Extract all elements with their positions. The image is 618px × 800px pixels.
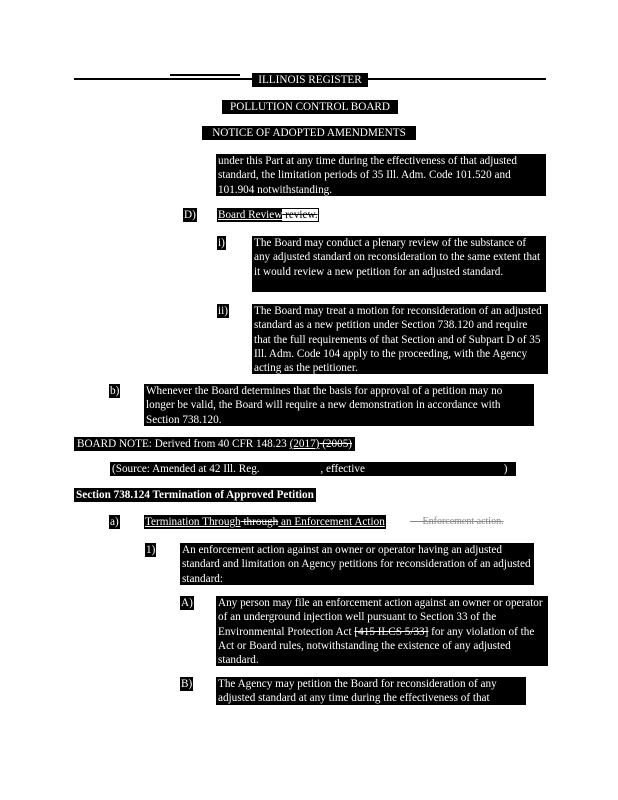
item-cap-a-label: A) xyxy=(181,597,193,609)
board-note-struck: (2005) xyxy=(319,438,353,450)
board-note xyxy=(74,437,355,451)
item-b-text: Whenever the Board determines that the basis for approval of a petition may no longer be valid, the Board will require a new demonstration in accordance with Section 738.120. xyxy=(144,384,534,426)
item-cap-a-text xyxy=(216,596,548,666)
source-close: ) xyxy=(503,463,508,475)
item-ii-text: The Board may treat a motion for reconsideration of an adjusted standard as a new petition under Section 738.120 and require that the full requirements of that Section and of Subpart D of 35 Ill. Adm. Code 104 apply to the proceeding, with the Agency acting as the petitioner. xyxy=(252,304,548,374)
source-mid: , effective xyxy=(320,463,368,475)
header-rule-tab xyxy=(170,74,240,76)
item-d-title-struck: review. xyxy=(282,209,318,221)
item-a-title-text: Termination Through xyxy=(145,516,241,528)
item-a-title-struck: through xyxy=(240,516,279,528)
board-note-text: BOARD NOTE: Derived from 40 CFR 148.23 xyxy=(77,438,290,450)
item-cap-a-struck: [415 ILCS 5/33] xyxy=(354,625,429,638)
item-a-title-rest: an Enforcement Action xyxy=(278,516,385,528)
item-a-title xyxy=(144,515,386,529)
item-b-label: b) xyxy=(110,385,120,397)
item-cap-a-before: Any person may file an enforcement action against an owner or operator of an underground injection well pursuant to Section 33 of the Environmental Protection Act xyxy=(218,597,543,638)
notice-title: NOTICE OF ADOPTED AMENDMENTS xyxy=(202,126,416,140)
board-title: POLLUTION CONTROL BOARD xyxy=(222,100,398,114)
item-d-label: D) xyxy=(184,209,196,221)
item-1-label: 1) xyxy=(146,544,156,556)
item-d-title-text: Board Review xyxy=(218,209,283,221)
item-i-label: i) xyxy=(218,237,225,249)
source-open: (Source: Amended at 42 Ill. Reg. xyxy=(112,463,263,475)
item-1-text: An enforcement action against an owner or operator having an adjusted standard and limitation on Agency petitions for reconsideration of an adjusted standard: xyxy=(180,543,534,585)
board-note-year: (2017) xyxy=(289,438,320,450)
item-cap-a-after: for any violation of the Act or Board rules, notwithstanding the existence of any adjusted standard. xyxy=(218,625,535,667)
item-cap-b-label: B) xyxy=(181,678,193,690)
intro-paragraph: under this Part at any time during the effectiveness of that adjusted standard, the limitation periods of 35 Ill. Adm. Code 101.520 and 101.904 notwithstanding. xyxy=(216,154,546,196)
register-title: ILLINOIS REGISTER xyxy=(252,73,368,87)
section-heading: Section 738.124 Termination of Approved Petition xyxy=(76,489,314,501)
item-d-title xyxy=(217,208,319,222)
source-note xyxy=(110,462,516,476)
item-ii-label: ii) xyxy=(218,305,228,317)
item-a-label: a) xyxy=(110,516,119,528)
item-a-tail: — Enforcement action. xyxy=(410,516,504,527)
item-i-text: The Board may conduct a plenary review of the substance of any adjusted standard on reconsideration to the same extent that it would review a new petition for an adjusted standard. xyxy=(252,236,546,292)
item-cap-b-text: The Agency may petition the Board for reconsideration of any adjusted standard at any time during the effectiveness of that xyxy=(216,677,526,705)
